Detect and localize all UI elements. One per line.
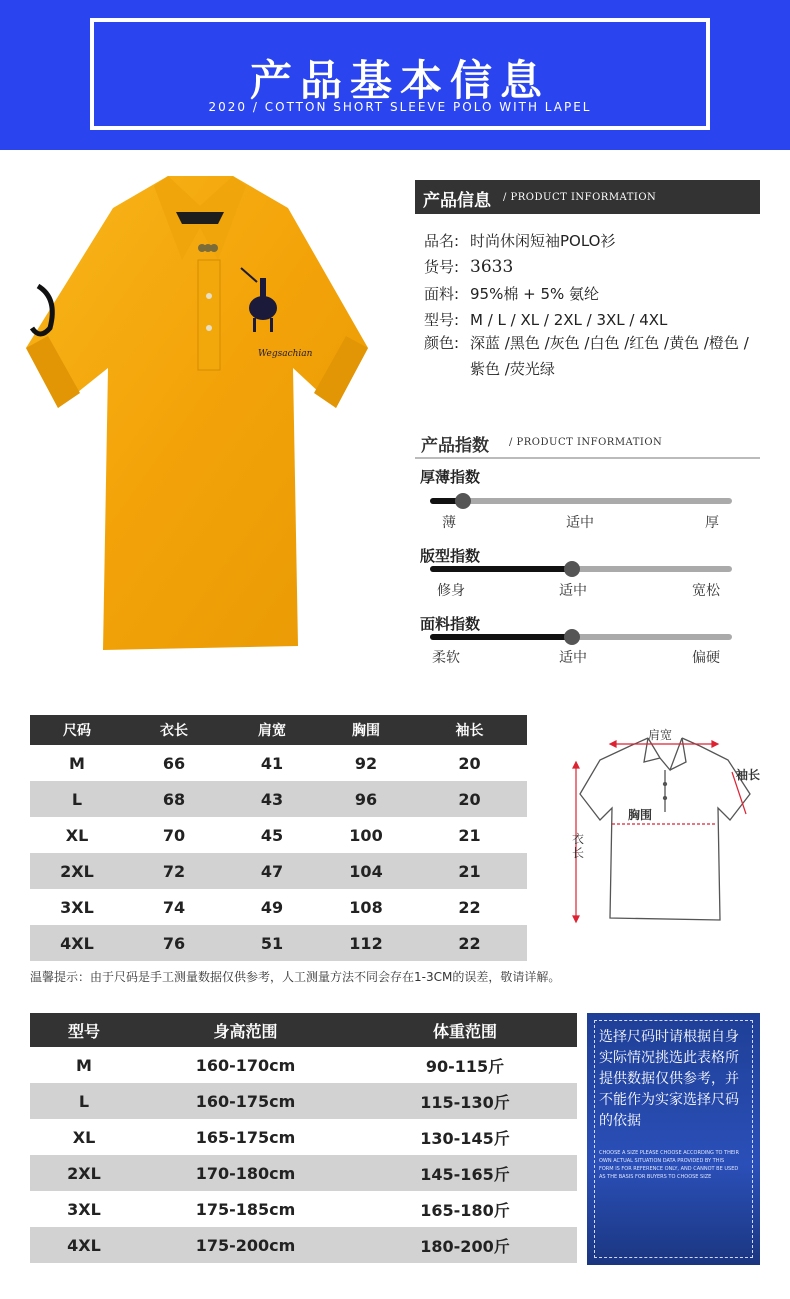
svg-text:Wegsachian: Wegsachian bbox=[258, 349, 313, 359]
length-label: 衣长 bbox=[572, 832, 585, 860]
table-cell: 45 bbox=[224, 817, 320, 853]
slider-label-min: 修身 bbox=[437, 583, 465, 599]
polo-shirt-image bbox=[18, 168, 378, 658]
column-header: 尺码 bbox=[30, 715, 124, 745]
info-value: 时尚休闲短袖POLO衫 bbox=[470, 232, 616, 250]
info-value: 3633 bbox=[470, 257, 514, 277]
table-row bbox=[30, 1227, 577, 1263]
column-header: 衣长 bbox=[124, 715, 224, 745]
table-cell: 104 bbox=[320, 853, 412, 889]
column-header: 身高范围 bbox=[138, 1013, 353, 1047]
slider-label-mid: 适中 bbox=[559, 650, 587, 666]
info-key: 型号: bbox=[424, 311, 460, 329]
table-cell: 108 bbox=[320, 889, 412, 925]
table-cell: 165-175cm bbox=[138, 1119, 353, 1155]
table-cell: 47 bbox=[224, 853, 320, 889]
product-info-title: 产品信息 bbox=[423, 191, 491, 211]
table-row bbox=[30, 1119, 577, 1155]
measurement-tip: 温馨提示：由于尺码是手工测量数据仅供参考，人工测量方法不同会存在1-3CM的误差，敬请详解。 bbox=[30, 970, 561, 984]
slider-label-mid: 适中 bbox=[559, 583, 587, 599]
table-cell: 160-175cm bbox=[138, 1083, 353, 1119]
column-header: 型号 bbox=[30, 1013, 138, 1047]
table-cell: 43 bbox=[224, 781, 320, 817]
table-cell: 3XL bbox=[30, 1191, 138, 1227]
table-cell: 51 bbox=[224, 925, 320, 961]
table-row bbox=[30, 889, 527, 925]
fabric-index-bar bbox=[430, 634, 732, 640]
info-row-fabric bbox=[424, 283, 599, 304]
table-row bbox=[30, 817, 527, 853]
measurement-diagram bbox=[560, 722, 768, 934]
slider-label-max: 厚 bbox=[705, 515, 719, 531]
slider-label-min: 柔软 bbox=[432, 650, 460, 666]
table-row bbox=[30, 1155, 577, 1191]
table-row bbox=[30, 925, 527, 961]
table-cell: XL bbox=[30, 817, 124, 853]
size-note-text: 选择尺码时请根据自身实际情况挑选此表格所提供数据仅供参考，并不能作为实家选择尺码的依据 bbox=[599, 1029, 739, 1129]
column-header: 肩宽 bbox=[224, 715, 320, 745]
info-row-name bbox=[424, 230, 615, 251]
table-cell: 130-145斤 bbox=[353, 1119, 577, 1155]
table-cell: L bbox=[30, 781, 124, 817]
slider-fill bbox=[430, 566, 572, 572]
fit-table bbox=[30, 1013, 577, 1263]
info-key: 货号: bbox=[424, 258, 460, 276]
table-cell: 4XL bbox=[30, 1227, 138, 1263]
table-cell: 175-185cm bbox=[138, 1191, 353, 1227]
product-index-title: 产品指数 bbox=[421, 436, 489, 456]
fit-table-header bbox=[30, 1013, 577, 1047]
info-value: 95%棉 + 5% 氨纶 bbox=[470, 285, 600, 303]
table-cell: 74 bbox=[124, 889, 224, 925]
table-cell: 72 bbox=[124, 853, 224, 889]
table-cell: XL bbox=[30, 1119, 138, 1155]
page-subtitle: 2020 / COTTON SHORT SLEEVE POLO WITH LAPEL bbox=[208, 100, 592, 114]
table-cell: 22 bbox=[412, 889, 527, 925]
table-cell: 2XL bbox=[30, 853, 124, 889]
table-cell: 96 bbox=[320, 781, 412, 817]
table-cell: 170-180cm bbox=[138, 1155, 353, 1191]
thickness-index-bar bbox=[430, 498, 732, 504]
table-cell: 66 bbox=[124, 745, 224, 781]
table-cell: 175-200cm bbox=[138, 1227, 353, 1263]
slider-label-mid: 适中 bbox=[566, 515, 594, 531]
info-row-item-number bbox=[424, 256, 513, 277]
table-cell: 76 bbox=[124, 925, 224, 961]
sleeve-label: 袖长 bbox=[736, 768, 761, 782]
table-cell: 3XL bbox=[30, 889, 124, 925]
table-cell: 180-200斤 bbox=[353, 1227, 577, 1263]
column-header: 体重范围 bbox=[353, 1013, 577, 1047]
info-value: 深蓝 /黑色 /灰色 /白色 /红色 /黄色 /橙色 /紫色 /荧光绿 bbox=[470, 334, 749, 378]
product-index-header bbox=[415, 425, 760, 459]
table-cell: 49 bbox=[224, 889, 320, 925]
chest-label: 胸围 bbox=[628, 808, 653, 822]
table-row bbox=[30, 745, 527, 781]
product-index-subtitle: / PRODUCT INFORMATION bbox=[509, 437, 663, 448]
thickness-index-title: 厚薄指数 bbox=[420, 468, 481, 486]
slider-label-min: 薄 bbox=[442, 515, 456, 531]
info-row-sizes bbox=[424, 309, 667, 330]
table-row bbox=[30, 1083, 577, 1119]
info-key: 品名: bbox=[424, 232, 460, 250]
info-row-colors bbox=[424, 330, 760, 382]
slider-label-max: 偏硬 bbox=[692, 650, 720, 666]
slider-knob bbox=[564, 629, 580, 645]
column-header: 袖长 bbox=[412, 715, 527, 745]
shoulder-label: 肩宽 bbox=[648, 728, 673, 742]
product-info-subtitle: / PRODUCT INFORMATION bbox=[503, 192, 657, 203]
table-cell: 145-165斤 bbox=[353, 1155, 577, 1191]
fit-index-bar bbox=[430, 566, 732, 572]
header-banner bbox=[0, 0, 790, 150]
table-cell: 20 bbox=[412, 745, 527, 781]
table-cell: 21 bbox=[412, 853, 527, 889]
fabric-index-title: 面料指数 bbox=[420, 615, 481, 633]
table-cell: 41 bbox=[224, 745, 320, 781]
size-note-text-en: CHOOSE A SIZE PLEASE CHOOSE ACCORDING TO THEIR OWN ACTUAL SITUATION DATA PROVIDED BY THIS FORM IS FOR REFERENCE ONLY, AND CANNOT BE USED AS THE BASIS FOR BUYERS TO CHOOSE SIZE bbox=[599, 1150, 739, 1180]
table-cell: 4XL bbox=[30, 925, 124, 961]
info-key: 面料: bbox=[424, 285, 460, 303]
slider-knob bbox=[455, 493, 471, 509]
table-cell: M bbox=[30, 1047, 138, 1083]
banner-frame bbox=[90, 18, 710, 130]
column-header: 胸围 bbox=[320, 715, 412, 745]
table-cell: 90-115斤 bbox=[353, 1047, 577, 1083]
table-row bbox=[30, 781, 527, 817]
info-key: 颜色: bbox=[424, 334, 460, 352]
table-cell: 115-130斤 bbox=[353, 1083, 577, 1119]
page-title: 产品基本信息 bbox=[249, 56, 550, 105]
table-cell: 160-170cm bbox=[138, 1047, 353, 1083]
table-row bbox=[30, 853, 527, 889]
table-cell: 2XL bbox=[30, 1155, 138, 1191]
product-info-header bbox=[415, 180, 760, 214]
fit-index-title: 版型指数 bbox=[420, 547, 481, 565]
size-note-panel bbox=[587, 1013, 760, 1265]
slider-fill bbox=[430, 634, 572, 640]
info-value: M / L / XL / 2XL / 3XL / 4XL bbox=[470, 311, 668, 329]
table-cell: L bbox=[30, 1083, 138, 1119]
table-cell: 165-180斤 bbox=[353, 1191, 577, 1227]
table-row bbox=[30, 1191, 577, 1227]
table-cell: 20 bbox=[412, 781, 527, 817]
table-cell: 68 bbox=[124, 781, 224, 817]
table-cell: M bbox=[30, 745, 124, 781]
size-table bbox=[30, 715, 527, 961]
table-cell: 100 bbox=[320, 817, 412, 853]
table-cell: 92 bbox=[320, 745, 412, 781]
table-row bbox=[30, 1047, 577, 1083]
table-cell: 112 bbox=[320, 925, 412, 961]
table-cell: 70 bbox=[124, 817, 224, 853]
table-cell: 21 bbox=[412, 817, 527, 853]
slider-label-max: 宽松 bbox=[692, 583, 720, 599]
table-cell: 22 bbox=[412, 925, 527, 961]
size-table-header bbox=[30, 715, 527, 745]
slider-knob bbox=[564, 561, 580, 577]
